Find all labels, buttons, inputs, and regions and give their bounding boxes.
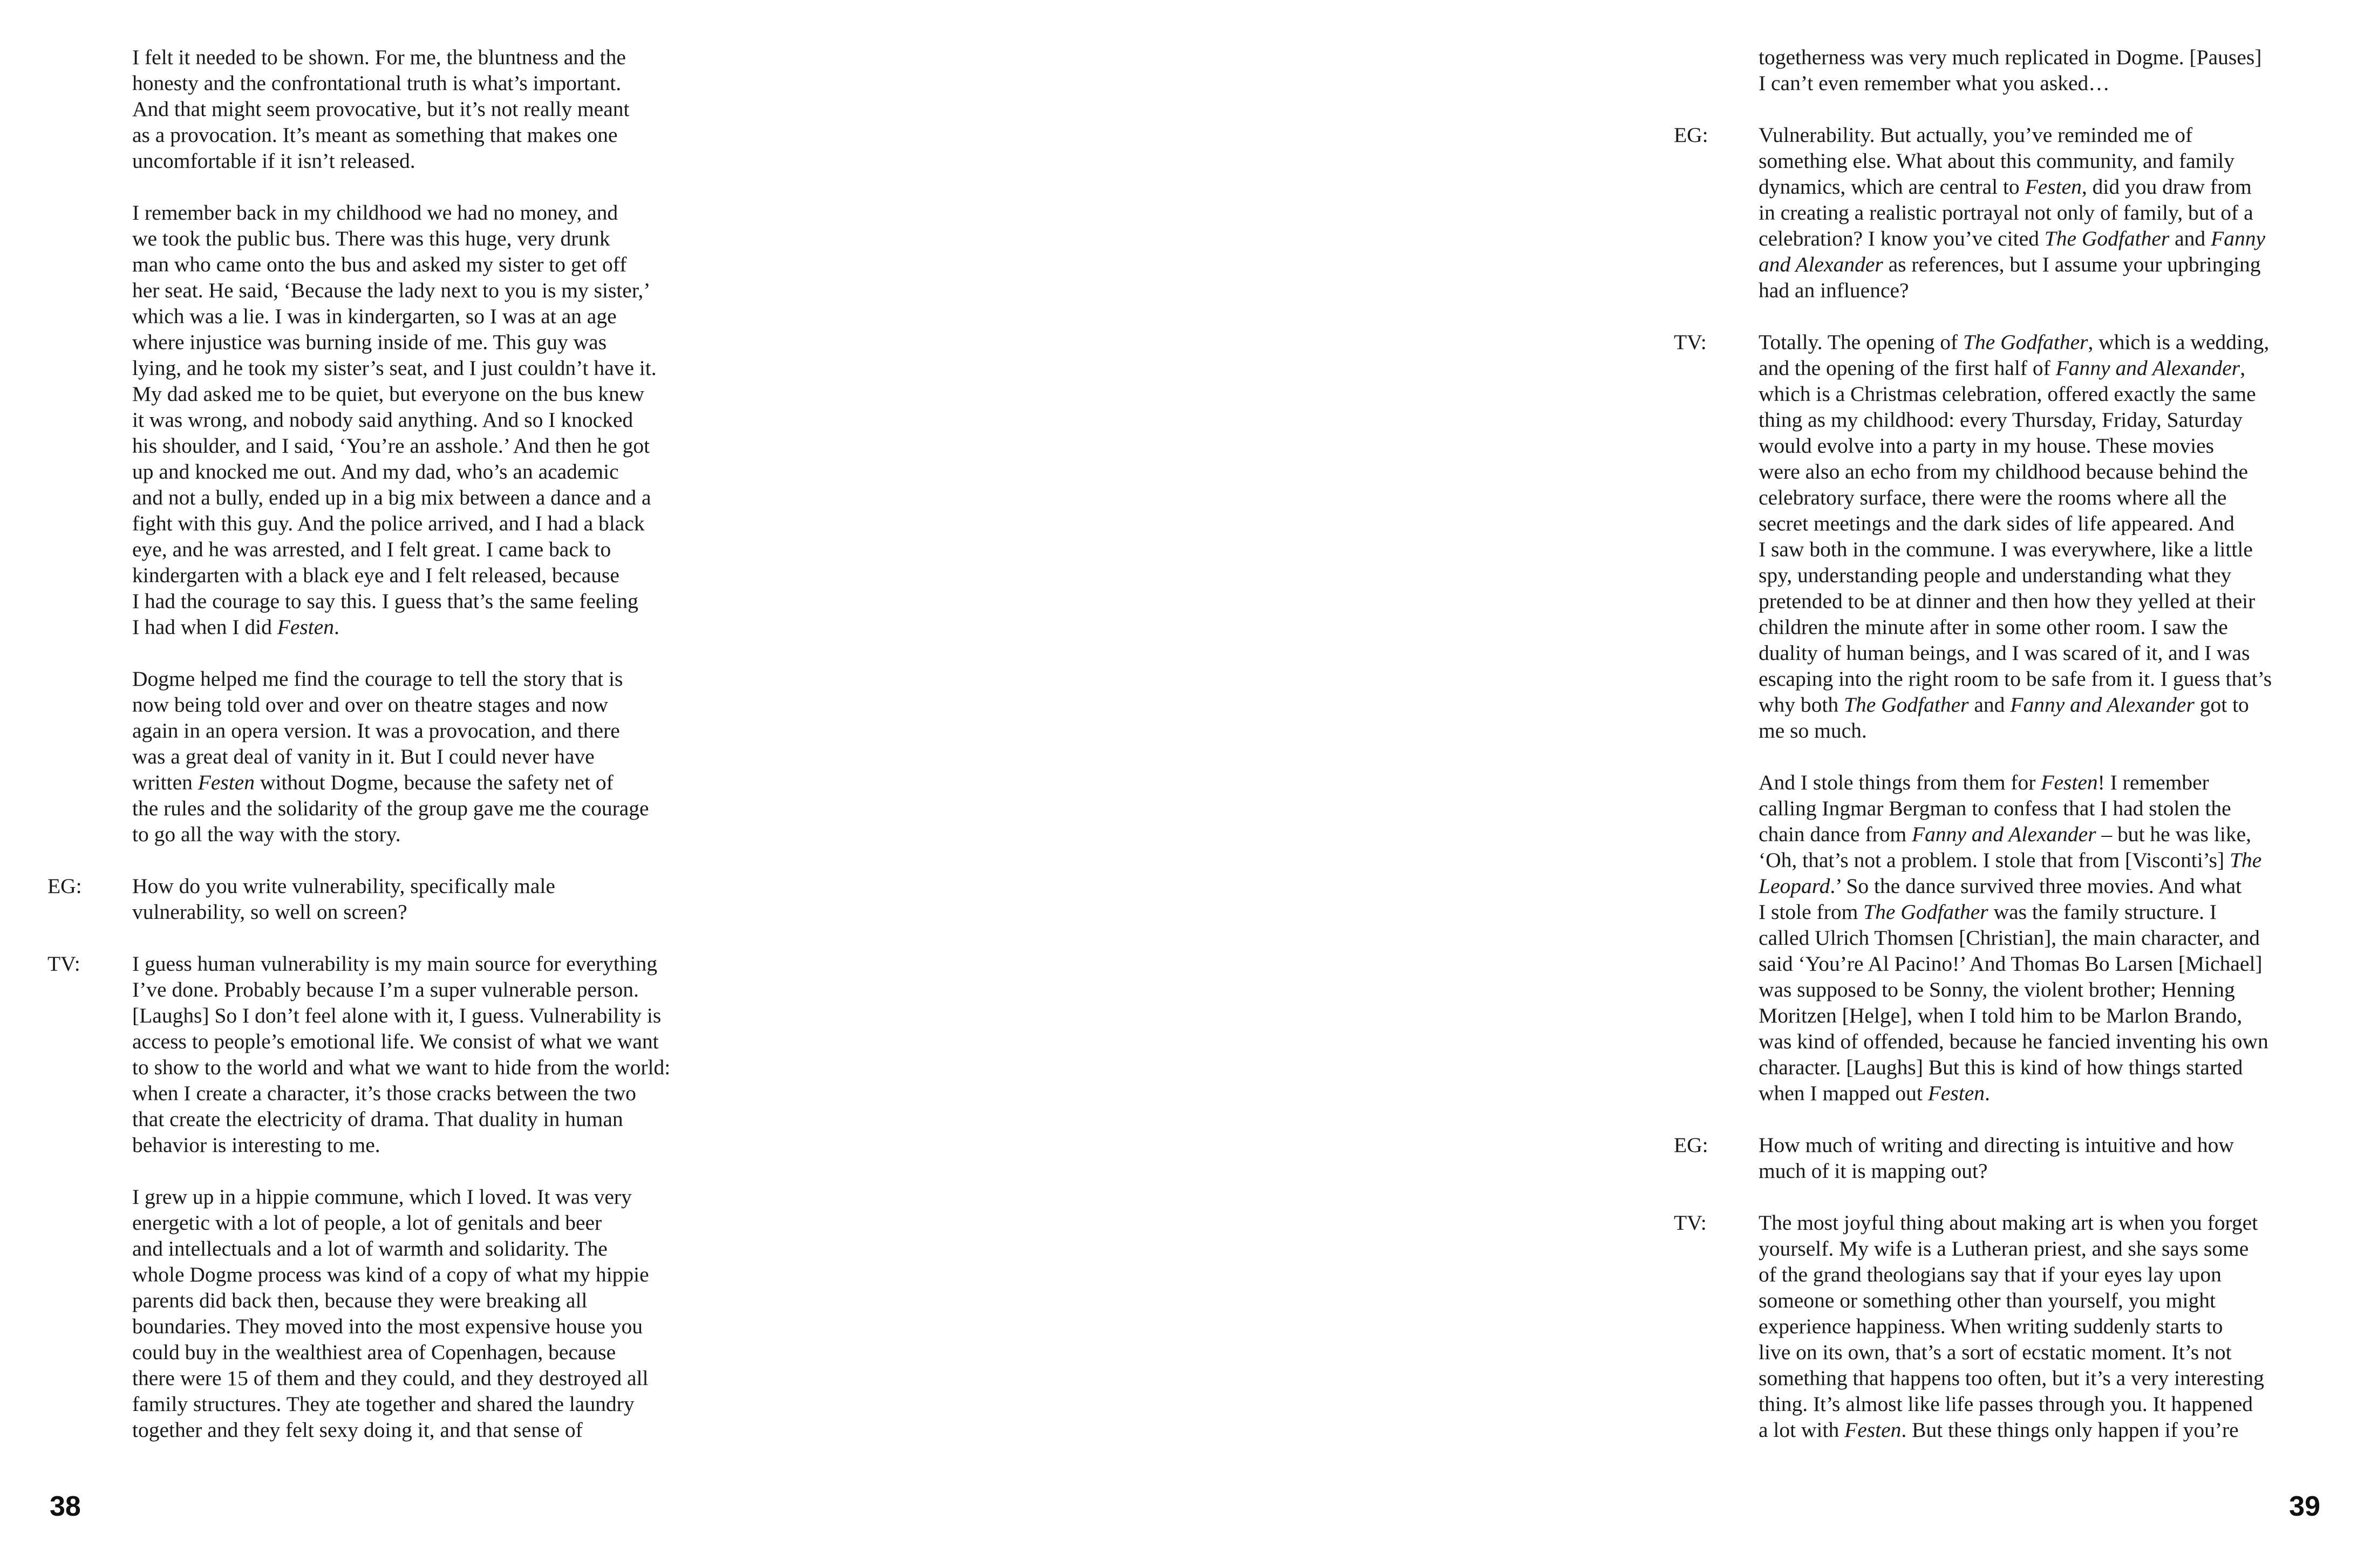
text-run: , which is a wedding, and the opening of the first half of: [1759, 330, 2270, 380]
interview-turn: [1674, 329, 2343, 744]
paragraph: [47, 200, 717, 640]
italic-title: The Godfather: [1963, 330, 2088, 354]
italic-title: Festen: [2041, 771, 2098, 794]
speaker-label: EG:: [47, 874, 82, 898]
italic-title: Fanny and Alexander: [2055, 356, 2240, 380]
speaker-label: TV:: [47, 952, 80, 976]
text-run: togetherness was very much replicated in Dogme. [Pauses] I can’t even remember what you asked…: [1759, 45, 2262, 95]
italic-title: Fanny and Alexander: [2010, 693, 2195, 717]
italic-title: Festen: [277, 615, 335, 639]
text-run: – but he was like, ‘Oh, that’s not a problem. I stole that from [Visconti’s]: [1759, 822, 2251, 872]
italic-title: Festen: [2025, 175, 2082, 199]
text-run: was the family structure. I called Ulrich Thomsen [Christian], the main character, and said ‘You’re Al Pacino!’ And Thomas Bo Larsen [Michael] was supposed to be Sonny, the violent brother; Henning Moritzen [Helge], when I told him to be Marlon Brando, was kind of offended, because he fancied inventing his own character. [Laughs] But this is kind of how things started when I mapped out: [1759, 900, 2268, 1105]
body-text: [1759, 44, 2343, 96]
text-run: and: [2169, 227, 2211, 250]
page-number-left: 38: [50, 1491, 81, 1522]
interview-turn: [1674, 1210, 2343, 1443]
body-text: [132, 951, 717, 1158]
text-run: I felt it needed to be shown. For me, the bluntness and the honesty and the confrontational truth is what’s important. And that might seem provocative, but it’s not really meant as a provocation. It’s meant as something that makes one uncomfortable if it isn’t released.: [132, 45, 630, 173]
text-run: and: [1968, 693, 2011, 717]
italic-title: Festen: [1927, 1081, 1985, 1105]
body-text: [1759, 1210, 2343, 1443]
text-run: Vulnerability. But actually, you’ve reminded me of something else. What about this community, and family dynamics, which are central to: [1759, 123, 2235, 199]
speaker-label: TV:: [1674, 330, 1707, 354]
left-page-text-column: [47, 44, 717, 1443]
italic-title: Fanny and Alexander: [1759, 227, 2265, 276]
body-text: [1759, 122, 2343, 303]
right-page-text-column: [1674, 44, 2343, 1443]
text-run: I grew up in a hippie commune, which I loved. It was very energetic with a lot of people, a lot of genitals and beer and intellectuals and a lot of warmth and solidarity. The whole Dogme process was kind of a copy of what my hippie parents did back then, because they were breaking all boundaries. They moved into the most expensive house you could buy in the wealthiest area of Copenhagen, because there were 15 of them and they could, and they destroyed all family structures. They ate together and shared the laundry together and they felt sexy doing it, and that sense of: [132, 1185, 649, 1442]
italic-title: Festen: [1844, 1418, 1902, 1442]
text-run: .’ So the dance survived three movies. And what I stole from: [1759, 874, 2242, 924]
text-run: , which is a Christmas celebration, offered exactly the same thing as my childhood: every Thursday, Friday, Saturday would evolve into a party in my house. These movies were also an echo from my childhood because behind the celebratory surface, there were the rooms where all the secret meetings and the dark sides of life appeared. And I saw both in the commune. I was everywhere, like a little spy, understanding people and understanding what they pretended to be at dinner and then how they yelled at their children the minute after in some other room. I saw the duality of human beings, and I was scared of it, and I was escaping into the right room to be safe from it. I guess that’s why both: [1759, 356, 2272, 717]
italic-title: The Godfather: [1863, 900, 1988, 924]
text-run: Totally. The opening of: [1759, 330, 1963, 354]
body-text: [132, 873, 717, 925]
text-run: without Dogme, because the safety net of the rules and the solidarity of the group gave me the courage to go all the way with the story.: [132, 771, 649, 846]
text-run: How do you write vulnerability, specifically male vulnerability, so well on screen?: [132, 874, 555, 924]
interview-turn: [47, 873, 717, 925]
interview-turn: [1674, 1132, 2343, 1184]
text-run: Dogme helped me find the courage to tell the story that is now being told over and over on theatre stages and now again in an opera version. It was a provocation, and there was a great deal of vanity in it. But I could never have written: [132, 667, 623, 794]
body-text: [132, 1184, 717, 1443]
interview-turn: [1674, 122, 2343, 303]
text-run: .: [1985, 1081, 1990, 1105]
paragraph: [1674, 769, 2343, 1106]
body-text: [1759, 769, 2343, 1106]
italic-title: The Leopard: [1759, 848, 2262, 898]
text-run: The most joyful thing about making art is when you forget yourself. My wife is a Lutheran priest, and she says some of the grand theologians say that if your eyes lay upon someone or something other than yourself, you might experience happiness. When writing suddenly starts to live on its own, that’s a sort of ecstatic moment. It’s not something that happens too often, but it’s a very interesting thing. It’s almost like life passes through you. It happened a lot with: [1759, 1211, 2264, 1442]
italic-title: Fanny and Alexander: [1912, 822, 2096, 846]
text-run: got to me so much.: [1759, 693, 2249, 742]
text-run: I remember back in my childhood we had no money, and we took the public bus. There was this huge, very drunk man who came onto the bus and asked my sister to get off her seat. He said, ‘Because the lady next to you is my sister,’ which was a lie. I was in kindergarten, so I was at an age where injustice was burning inside of me. This guy was lying, and he took my sister’s seat, and I just couldn’t have it. My dad asked me to be quiet, but everyone on the bus knew it was wrong, and nobody said anything. And so I knocked his shoulder, and I said, ‘You’re an asshole.’ And then he got up and knocked me out. And my dad, who’s an academic and not a bully, ended up in a big mix between a dance and a fight with this guy. And the police arrived, and I had a black eye, and he was arrested, and I felt great. I came back to kindergarten with a black eye and I felt released, because I had the courage to say this. I guess that’s the same feeling I had when I did: [132, 201, 657, 639]
page-number-right: 39: [2289, 1491, 2320, 1522]
body-text: [1759, 1132, 2343, 1184]
text-run: . But these things only happen if you’re: [1901, 1418, 2239, 1442]
italic-title: Festen: [197, 771, 255, 794]
text-run: , did you draw from in creating a realistic portrayal not only of family, but of a celebration? I know you’ve cited: [1759, 175, 2253, 250]
speaker-label: TV:: [1674, 1211, 1707, 1235]
italic-title: The Godfather: [1844, 693, 1969, 717]
paragraph: [1674, 44, 2343, 96]
text-run: And I stole things from them for: [1759, 771, 2041, 794]
text-run: I guess human vulnerability is my main source for everything I’ve done. Probably because I’m a super vulnerable person. [Laughs] So I don’t feel alone with it, I guess. Vulnerability is access to people’s emotional life. We consist of what we want to show to the world and what we want to hide from the world: when I create a character, it’s those cracks between the two that create the electricity of drama. That duality in human behavior is interesting to me.: [132, 952, 671, 1157]
text-run: ! I remember calling Ingmar Bergman to confess that I had stolen the chain dance from: [1759, 771, 2231, 846]
italic-title: The Godfather: [2044, 227, 2170, 250]
body-text: [132, 44, 717, 174]
paragraph: [47, 666, 717, 847]
right-page: [1186, 0, 2371, 1568]
speaker-label: EG:: [1674, 123, 1708, 147]
text-run: .: [334, 615, 339, 639]
body-text: [132, 666, 717, 847]
paragraph: [47, 1184, 717, 1443]
paragraph: [47, 44, 717, 174]
body-text: [1759, 329, 2343, 744]
interview-turn: [47, 951, 717, 1158]
body-text: [132, 200, 717, 640]
speaker-label: EG:: [1674, 1133, 1708, 1157]
text-run: as references, but I assume your upbringing had an influence?: [1759, 253, 2261, 302]
text-run: How much of writing and directing is intuitive and how much of it is mapping out?: [1759, 1133, 2234, 1183]
